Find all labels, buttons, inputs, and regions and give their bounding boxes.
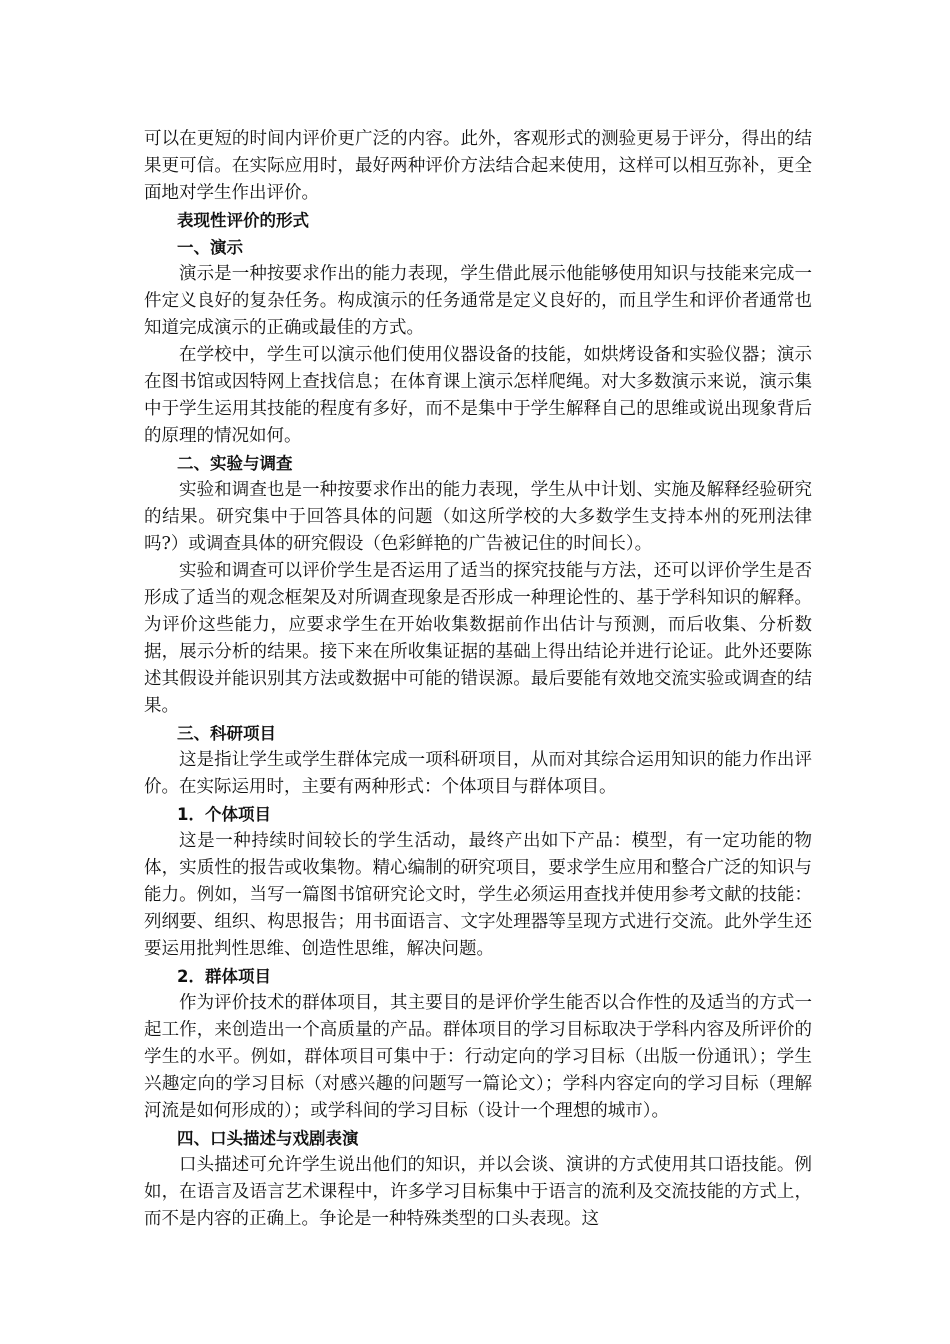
- section-heading: 二、实验与调查: [177, 454, 293, 473]
- section-heading: 四、口头描述与戏剧表演: [177, 1129, 359, 1148]
- paragraph: 口头描述可允许学生说出他们的知识，并以会谈、演讲的方式使用其口语技能。例如，在语言及语言艺术课程中，许多学习目标集中于语言的流利及交流技能的方式上，而不是内容的正确上。争论是一种特殊类型的口头表现。这: [144, 1155, 812, 1229]
- subsection-heading: 1．个体项目: [177, 805, 271, 824]
- paragraph: 这是指让学生或学生群体完成一项科研项目，从而对其综合运用知识的能力作出评价。在实际运用时，主要有两种形式：个体项目与群体项目。: [144, 750, 812, 797]
- document-page: [144, 126, 812, 1233]
- paragraph: 在学校中，学生可以演示他们使用仪器设备的技能，如烘烤设备和实验仪器；演示在图书馆或因特网上查找信息；在体育课上演示怎样爬绳。对大多数演示来说，演示集中于学生运用其技能的程度有多好，而不是集中于学生解释自己的思维或说出现象背后的原理的情况如何。: [144, 345, 812, 446]
- paragraph: 演示是一种按要求作出的能力表现，学生借此展示他能够使用知识与技能来完成一件定义良好的复杂任务。构成演示的任务通常是定义良好的，而且学生和评价者通常也知道完成演示的正确或最佳的方式。: [144, 264, 812, 338]
- paragraph: 可以在更短的时间内评价更广泛的内容。此外，客观形式的测验更易于评分，得出的结果更可信。在实际应用时，最好两种评价方法结合起来使用，这样可以相互弥补，更全面地对学生作出评价。: [144, 129, 812, 203]
- subsection-heading: 2．群体项目: [177, 967, 271, 986]
- section-heading: 表现性评价的形式: [177, 211, 309, 230]
- paragraph: 实验和调查也是一种按要求作出的能力表现，学生从中计划、实施及解释经验研究的结果。研究集中于回答具体的问题（如这所学校的大多数学生支持本州的死刑法律吗?）或调查具体的研究假设（色彩鲜艳的广告被记住的时间长）。: [144, 480, 812, 554]
- section-heading: 三、科研项目: [177, 724, 276, 743]
- paragraph: 这是一种持续时间较长的学生活动，最终产出如下产品：模型，有一定功能的物体，实质性的报告或收集物。精心编制的研究项目，要求学生应用和整合广泛的知识与能力。例如，当写一篇图书馆研究论文时，学生必须运用查找并使用参考文献的技能：列纲要、组织、构思报告；用书面语言、文字处理器等呈现方式进行交流。此外学生还要运用批判性思维、创造性思维，解决问题。: [144, 831, 812, 959]
- paragraph: 实验和调查可以评价学生是否运用了适当的探究技能与方法，还可以评价学生是否形成了适当的观念框架及对所调查现象是否形成一种理论性的、基于学科知识的解释。为评价这些能力，应要求学生在开始收集数据前作出估计与预测，而后收集、分析数据，展示分析的结果。接下来在所收集证据的基础上得出结论并进行论证。此外还要陈述其假设并能识别其方法或数据中可能的错误源。最后要能有效地交流实验或调查的结果。: [144, 561, 812, 716]
- paragraph: 作为评价技术的群体项目，其主要目的是评价学生能否以合作性的及适当的方式一起工作，来创造出一个高质量的产品。群体项目的学习目标取决于学科内容及所评价的学生的水平。例如，群体项目可集中于：行动定向的学习目标（出版一份通讯）；学生兴趣定向的学习目标（对感兴趣的问题写一篇论文）；学科内容定向的学习目标（理解河流是如何形成的）；或学科间的学习目标（设计一个理想的城市）。: [144, 993, 812, 1121]
- section-heading: 一、演示: [177, 238, 243, 257]
